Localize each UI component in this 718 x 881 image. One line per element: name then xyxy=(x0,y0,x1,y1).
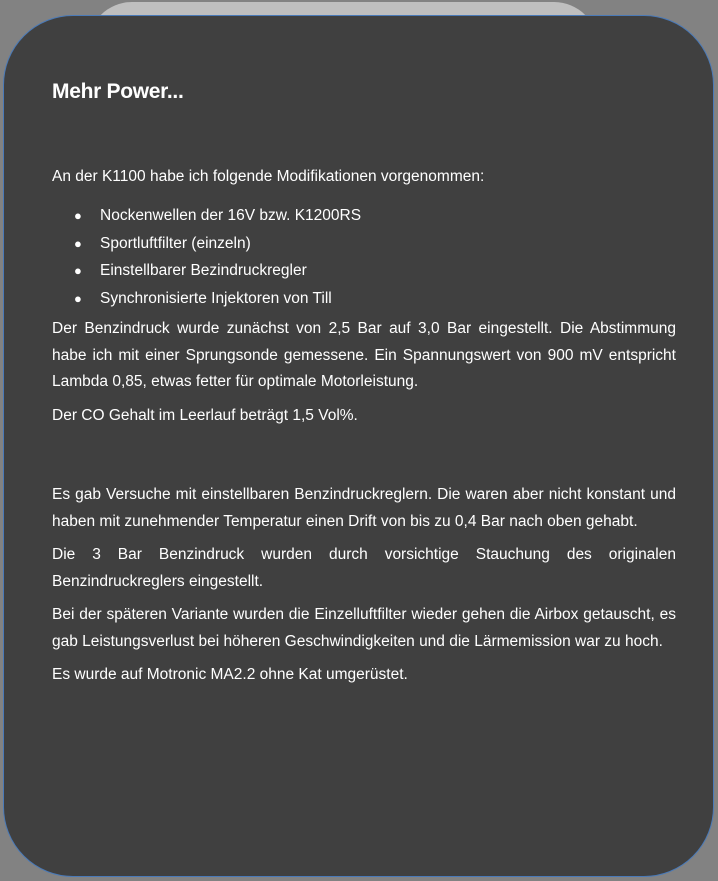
paragraph-motronic: Es wurde auf Motronic MA2.2 ohne Kat umgerüstet. xyxy=(52,666,408,683)
spacer xyxy=(52,436,676,482)
intro-text: An der K1100 habe ich folgende Modifikationen vorgenommen: xyxy=(52,168,485,185)
paragraph-fuel-pressure: Der Benzindruck wurde zunächst von 2,5 Bar auf 3,0 Bar eingestellt. Die Abstimmung habe ich mit einer Sprungsonde gemessene. Ein Spannungswert von 900 mV entspricht Lambda 0,85, etwas fetter für optimale Motorleistung. xyxy=(52,320,676,390)
paragraph-airbox: Bei der späteren Variante wurden die Einzelluftfilter wieder gehen die Airbox getauscht, es gab Leistungsverlust bei höheren Geschwindigkeiten und die Lärmemission war zu hoch. xyxy=(52,606,676,650)
bullet-icon: ● xyxy=(74,235,82,251)
paragraph-co-content: Der CO Gehalt im Leerlauf beträgt 1,5 Vol%. xyxy=(52,406,358,424)
bullet-icon: ● xyxy=(74,290,82,306)
list-item: ● Einstellbarer Bezindruckregler xyxy=(100,257,676,285)
list-item: ● Sportluftfilter (einzeln) xyxy=(100,230,676,258)
list-item: ● Nockenwellen der 16V bzw. K1200RS xyxy=(100,202,676,230)
card-content xyxy=(52,76,676,696)
list-item: ● Synchronisierte Injektoren von Till xyxy=(100,285,676,313)
bullet-icon: ● xyxy=(74,208,82,223)
page-title: Mehr Power... xyxy=(52,80,184,103)
content-card xyxy=(3,15,714,877)
modification-list xyxy=(52,202,676,312)
paragraph-regulator-compression: Die 3 Bar Benzindruck wurden durch vorsichtige Stauchung des originalen Benzindruckreglers eingestellt. xyxy=(52,546,676,590)
bullet-icon: ● xyxy=(74,263,82,278)
paragraph-regulator-tests: Es gab Versuche mit einstellbaren Benzindruckreglern. Die waren aber nicht konstant und haben mit zunehmender Temperatur einen Drift von bis zu 0,4 Bar nach oben gehabt. xyxy=(52,486,676,530)
